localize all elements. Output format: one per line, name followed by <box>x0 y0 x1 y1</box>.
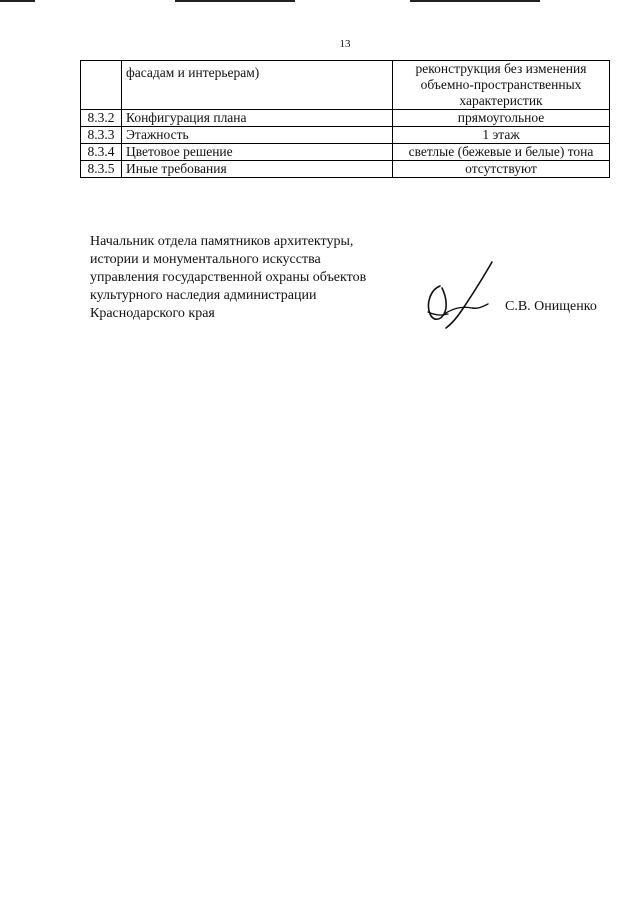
row-name: Конфигурация плана <box>122 110 393 127</box>
table-row <box>81 127 610 144</box>
requirements-table <box>80 60 610 178</box>
table-row <box>81 161 610 178</box>
signatory-position <box>90 233 410 323</box>
row-value: отсутствуют <box>393 161 610 178</box>
row-value <box>393 61 610 110</box>
row-value-line: реконструкция без изменения <box>415 61 587 76</box>
row-value: светлые (бежевые и белые) тона <box>393 144 610 161</box>
page-number: 13 <box>339 38 351 50</box>
position-line: Краснодарского края <box>90 306 215 321</box>
scan-edge-mark-center <box>175 0 295 2</box>
row-name: Иные требования <box>122 161 393 178</box>
signer-name: С.В. Онищенко <box>505 299 597 314</box>
position-line: Начальник отдела памятников архитектуры, <box>90 234 354 249</box>
row-name: Цветовое решение <box>122 144 393 161</box>
position-line: культурного наследия администрации <box>90 288 317 303</box>
row-number: 8.3.4 <box>81 144 122 161</box>
position-line: управления государственной охраны объектов <box>90 270 367 285</box>
scan-edge-mark-left <box>0 0 35 2</box>
row-number: 8.3.5 <box>81 161 122 178</box>
table-row <box>81 144 610 161</box>
handwritten-signature <box>418 260 498 330</box>
row-number: 8.3.2 <box>81 110 122 127</box>
row-value: прямоугольное <box>393 110 610 127</box>
row-number: 8.3.3 <box>81 127 122 144</box>
scan-edge-mark-right <box>410 0 540 2</box>
row-name: Этажность <box>122 127 393 144</box>
row-name: фасадам и интерьерам) <box>122 61 393 110</box>
position-line: истории и монументального искусства <box>90 252 321 267</box>
row-value: 1 этаж <box>393 127 610 144</box>
row-value-line: характеристик <box>459 93 543 108</box>
row-number <box>81 61 122 110</box>
table-row <box>81 61 610 110</box>
table-row <box>81 110 610 127</box>
row-value-line: объемно-пространственных <box>420 77 582 92</box>
